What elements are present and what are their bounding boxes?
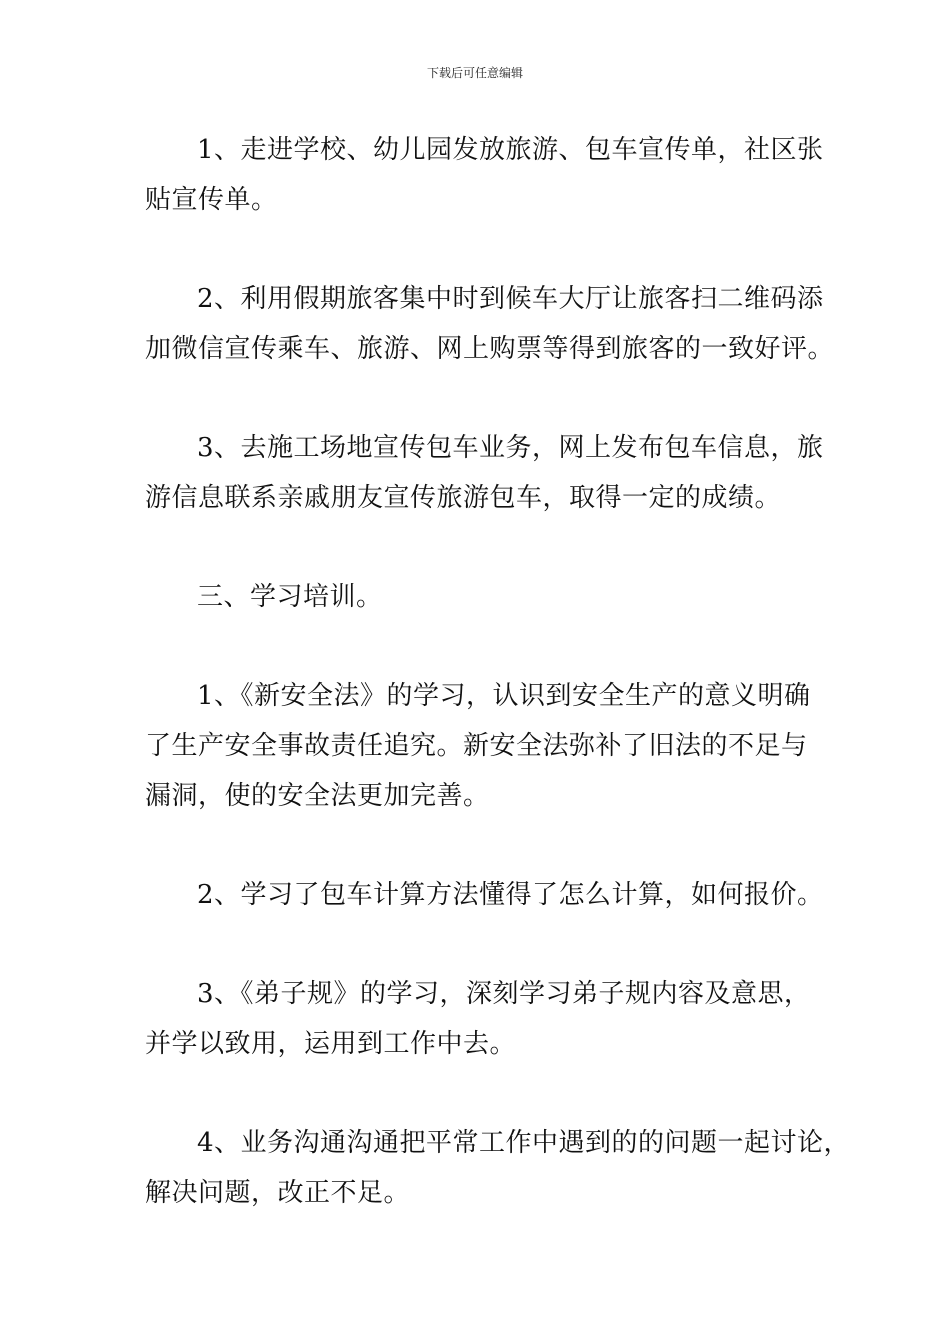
section-heading: 三、学习培训。	[197, 582, 383, 612]
paragraph-promo-3	[145, 423, 824, 523]
paragraph-line: 了生产安全事故责任追究。新安全法弥补了旧法的不足与	[145, 731, 808, 761]
paragraph-line: 加微信宣传乘车、旅游、网上购票等得到旅客的一致好评。	[145, 334, 835, 364]
paragraph-line: 3、去施工场地宣传包车业务，网上发布包车信息，旅	[197, 433, 824, 463]
paragraph-training-4	[145, 1118, 851, 1218]
paragraph-line: 漏洞，使的安全法更加完善。	[145, 781, 490, 811]
paragraph-line: 3、《弟子规》的学习，深刻学习弟子规内容及意思，	[197, 979, 811, 1009]
paragraph-line: 2、利用假期旅客集中时到候车大厅让旅客扫二维码添	[197, 284, 824, 314]
paragraph-line: 4、业务沟通沟通把平常工作中遇到的的问题一起讨论，	[197, 1128, 851, 1158]
paragraph-line: 1、《新安全法》的学习，认识到安全生产的意义明确	[197, 681, 811, 711]
paragraph-line: 并学以致用，运用到工作中去。	[145, 1029, 517, 1059]
paragraph-training-2	[145, 870, 824, 920]
section-heading-training	[145, 572, 815, 622]
paragraph-training-3	[145, 969, 815, 1069]
paragraph-line: 2、学习了包车计算方法懂得了怎么计算，如何报价。	[197, 880, 824, 910]
paragraph-line: 贴宣传单。	[145, 185, 278, 215]
page-header: 下载后可任意编辑	[426, 66, 523, 80]
paragraph-training-1	[145, 671, 815, 821]
paragraph-line: 解决问题，改正不足。	[145, 1178, 411, 1208]
paragraph-line: 1、走进学校、幼儿园发放旅游、包车宣传单，社区张	[197, 135, 824, 165]
paragraph-promo-2	[145, 274, 835, 374]
paragraph-promo-1	[145, 125, 824, 225]
paragraph-line: 游信息联系亲戚朋友宣传旅游包车，取得一定的成绩。	[145, 483, 782, 513]
